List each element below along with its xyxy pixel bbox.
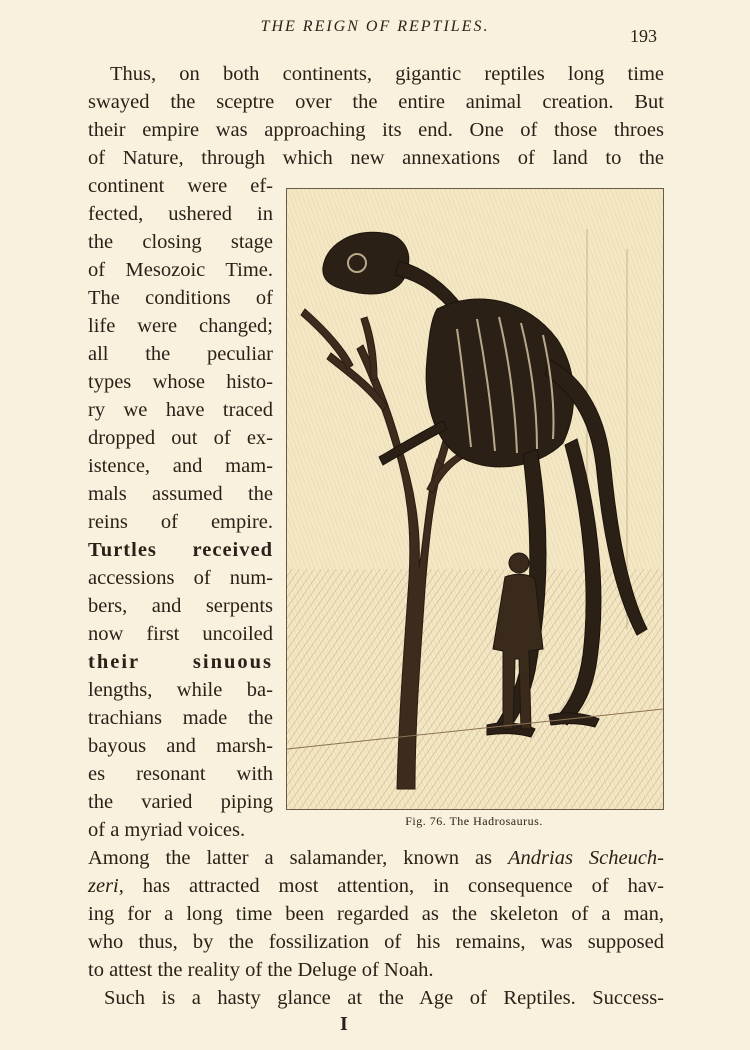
text-line: Such is a hasty glance at the Age of Reptiles. Success- — [104, 987, 664, 1009]
text-line: Turtles received — [88, 539, 273, 561]
text-line: life were changed; — [88, 315, 273, 337]
signature-mark: I — [340, 1013, 348, 1035]
text-line: to attest the reality of the Deluge of Noah. — [88, 959, 434, 981]
text-line: reins of empire. — [88, 511, 273, 533]
text-line: Thus, on both continents, gigantic reptiles long time — [110, 63, 664, 85]
text-line: dropped out of ex- — [88, 427, 273, 449]
text-line: es resonant with — [88, 763, 273, 785]
text-line: their sinuous — [88, 651, 273, 673]
species-name: Andrias Scheuch- — [508, 847, 665, 869]
text-line: who thus, by the fossilization of his remains, was supposed — [88, 931, 664, 953]
text-line: fected, ushered in — [88, 203, 273, 225]
page-number: 193 — [630, 26, 657, 46]
text-line: the varied piping — [88, 791, 273, 813]
species-name: zeri — [88, 875, 119, 897]
text-line: trachians made the — [88, 707, 273, 729]
text-line — [88, 844, 664, 872]
text-line: their empire was approaching its end. One of those throes — [88, 119, 664, 141]
running-head: THE REIGN OF REPTILES. — [260, 18, 490, 35]
text-line: bers, and serpents — [88, 595, 273, 617]
text-line: The conditions of — [88, 287, 273, 309]
text-line: bayous and marsh- — [88, 735, 273, 757]
text-line: of a myriad voices. — [88, 819, 246, 841]
text-line: now first uncoiled — [88, 623, 273, 645]
figure-caption: Fig. 76. The Hadrosaurus. — [405, 814, 543, 828]
text-line: lengths, while ba- — [88, 679, 273, 701]
text-line: ing for a long time been regarded as the skeleton of a man, — [88, 903, 664, 925]
text-line: accessions of num- — [88, 567, 273, 589]
text-line: mals assumed the — [88, 483, 273, 505]
text-line: of Nature, through which new annexations of land to the — [88, 147, 664, 169]
text-span: , has attracted most attention, in consequence of hav- — [118, 875, 664, 897]
text-line: the closing stage — [88, 231, 273, 253]
text-line: istence, and mam- — [88, 455, 273, 477]
text-line: types whose histo- — [88, 371, 273, 393]
text-line: continent were ef- — [88, 175, 273, 197]
hadrosaurus-engraving — [286, 188, 664, 810]
text-line: swayed the sceptre over the entire animal creation. But — [88, 91, 664, 113]
text-line — [88, 872, 664, 900]
text-line: all the peculiar — [88, 343, 273, 365]
text-line: ry we have traced — [88, 399, 273, 421]
text-span: Among the latter a salamander, known as — [88, 847, 508, 869]
text-line: of Mesozoic Time. — [88, 259, 273, 281]
